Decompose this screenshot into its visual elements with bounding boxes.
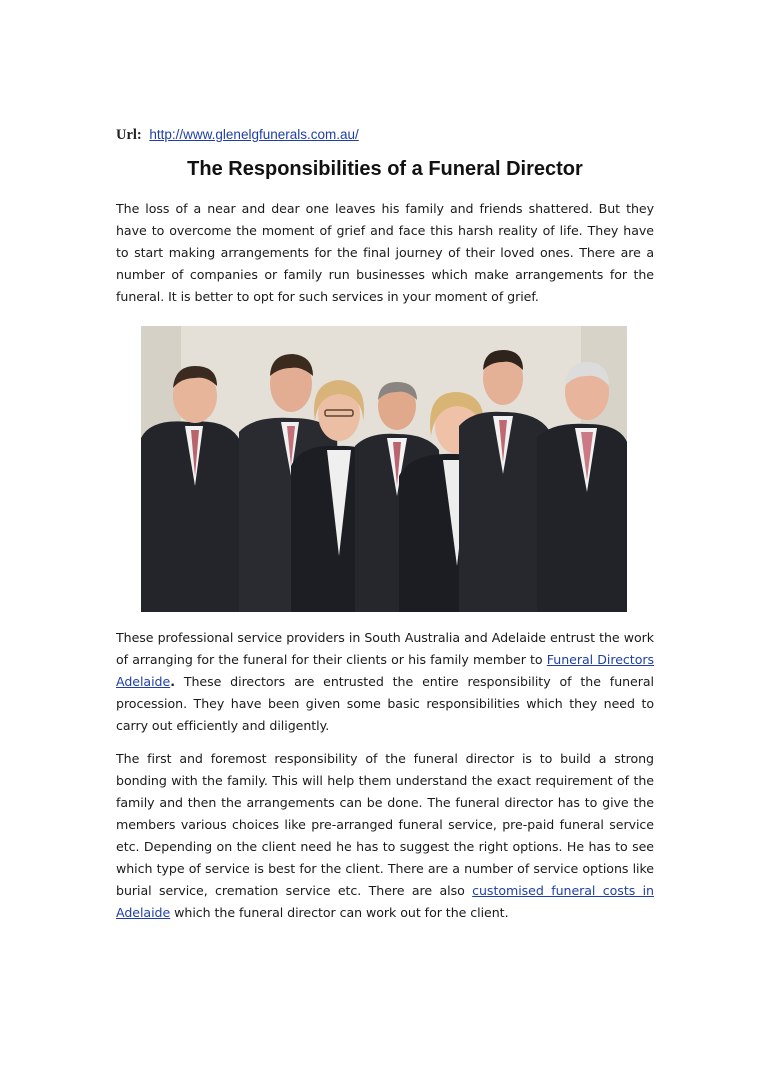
paragraph-intro: The loss of a near and dear one leaves his family and friends shattered. But they have to overcome the moment of grief and face this harsh reality of life. They have to start making arrangements for the final journey of their loved ones. There are a number of companies or family run businesses which make arrangements for the funeral. It is better to opt for such services in your moment of grief. <box>116 201 654 304</box>
customised-funeral-costs-link[interactable]: customised funeral costs in Adelaide <box>116 883 654 920</box>
url-line <box>116 124 654 146</box>
staff-group-photo <box>141 326 627 612</box>
url-label: Url: <box>116 127 142 143</box>
paragraph-services <box>116 627 654 737</box>
document-title: The Responsibilities of a Funeral Director <box>187 158 583 180</box>
staff-photo-drawing <box>141 326 627 612</box>
funeral-directors-adelaide-link[interactable]: Funeral Directors Adelaide <box>116 652 654 689</box>
document-page <box>116 124 654 308</box>
paragraph-services-text-2: These directors are entrusted the entire responsibility of the funeral procession. They have been given some basic responsibilities which they need to carry out efficiently and diligently. <box>116 674 654 733</box>
paragraph-services-bold-period: . <box>170 674 175 689</box>
website-link[interactable]: http://www.glenelgfunerals.com.au/ <box>149 127 359 142</box>
paragraph-services-text-1: These professional service providers in South Australia and Adelaide entrust the work of arranging for the funeral for their clients or his family member to <box>116 630 654 667</box>
paragraph-responsibility-text-2: which the funeral director can work out for the client. <box>170 905 509 920</box>
paragraph-responsibility <box>116 748 654 924</box>
paragraph-responsibility-block <box>116 748 654 924</box>
paragraph-responsibility-text-1: The first and foremost responsibility of the funeral director is to build a strong bonding with the family. This will help them understand the exact requirement of the family and then the arrangements can be done. The funeral director has to give the members various choices like pre-arranged funeral service, pre-paid funeral service etc. Depending on the client need he has to suggest the right options. He has to see which type of service is best for the client. There are a number of service options like burial service, cremation service etc. There are also <box>116 751 654 898</box>
paragraph-services-block <box>116 627 654 737</box>
